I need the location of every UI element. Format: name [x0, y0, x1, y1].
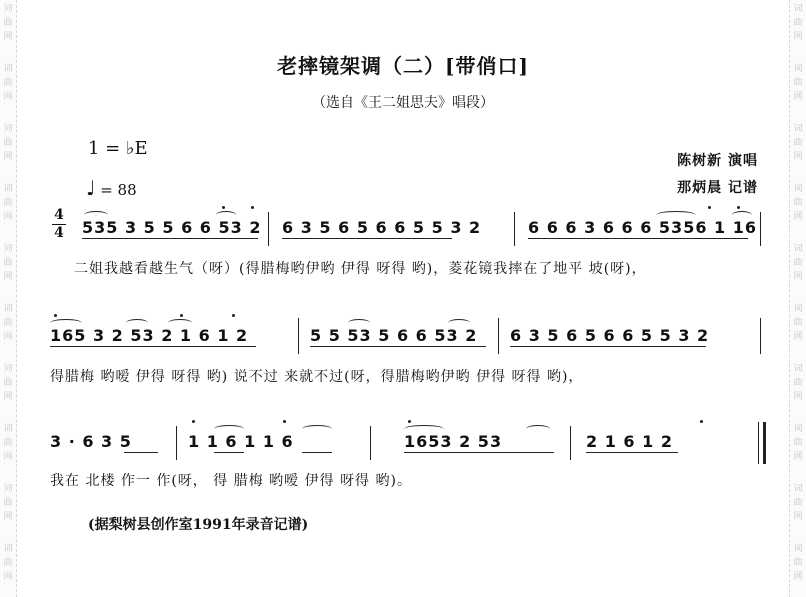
measure: 6 3 5 6 5 6 6 5 5 3 2 [510, 326, 710, 345]
watermark-char: 曲 [793, 378, 803, 388]
watermark-char: 网 [793, 452, 803, 462]
beam-underline [50, 346, 256, 347]
octave-dot [737, 206, 740, 209]
watermark-char: 曲 [793, 438, 803, 448]
octave-dot [700, 420, 703, 423]
watermark-char: 曲 [793, 138, 803, 148]
slur-mark [126, 319, 148, 327]
octave-dot [54, 314, 57, 317]
slur-mark [448, 319, 470, 327]
slur-mark [302, 425, 332, 433]
watermark-char: 曲 [3, 138, 13, 148]
time-signature-bottom: 4 [54, 225, 64, 241]
barline [760, 212, 761, 246]
measure: 6 6 6 3 6 6 6 5356 1 16 [528, 218, 757, 237]
octave-dot [232, 314, 235, 317]
barline [176, 426, 177, 460]
slur-mark [656, 211, 696, 219]
watermark-char: 曲 [3, 78, 13, 88]
watermark-char: 网 [793, 572, 803, 582]
watermark-char: 词 [793, 544, 803, 554]
watermark-char: 曲 [793, 198, 803, 208]
watermark-char: 网 [793, 512, 803, 522]
octave-dot [408, 420, 411, 423]
watermark-char: 网 [3, 152, 13, 162]
watermark-char: 网 [3, 512, 13, 522]
tempo-marking [86, 176, 137, 200]
lyric-line: 得腊梅 哟嗳 伊得 呀得 哟) 说不过 来就不过(呀，得腊梅哟伊哟 伊得 呀得 哟)， [50, 369, 584, 385]
watermark-char: 词 [793, 184, 803, 194]
lyric-line: 我在 北楼 作一 作(呀， 得 腊梅 哟嗳 伊得 呀得 哟)。 [50, 473, 412, 489]
song-subtitle: （选自《王二姐思夫》唱段） [312, 95, 494, 111]
beam-underline [124, 452, 158, 453]
barline [370, 426, 371, 460]
watermark-char: 网 [3, 332, 13, 342]
barline [570, 426, 571, 460]
key-signature: 1 = ♭E [88, 138, 148, 159]
barline [298, 318, 299, 354]
watermark-char: 词 [3, 364, 13, 374]
tempo-value: = 88 [100, 181, 137, 199]
measure: 1653 2 53 [404, 432, 503, 451]
watermark-char: 网 [3, 572, 13, 582]
watermark-char: 曲 [3, 18, 13, 28]
singer-credit: 陈树新 演唱 [677, 153, 758, 169]
watermark-char: 词 [3, 124, 13, 134]
watermark-char: 词 [793, 4, 803, 14]
watermark-char: 曲 [3, 438, 13, 448]
song-title: 老摔镜架调（二）[带俏口] [277, 54, 529, 78]
watermark-char: 词 [793, 244, 803, 254]
slur-mark [168, 319, 192, 327]
watermark-char: 网 [793, 272, 803, 282]
octave-dot [222, 206, 225, 209]
octave-dot [180, 314, 183, 317]
beam-underline [510, 346, 706, 347]
watermark-char: 网 [3, 392, 13, 402]
watermark-char: 网 [3, 32, 13, 42]
watermark-char: 词 [793, 424, 803, 434]
watermark-char: 曲 [3, 558, 13, 568]
watermark-char: 词 [3, 424, 13, 434]
slur-mark [214, 425, 244, 433]
slur-mark [50, 319, 82, 327]
right-watermark-strip [789, 0, 806, 597]
time-signature [52, 208, 66, 241]
watermark-char: 词 [3, 4, 13, 14]
watermark-char: 网 [793, 212, 803, 222]
beam-underline [82, 238, 258, 239]
measure: 2 1 6 1 2 [586, 432, 673, 451]
watermark-char: 曲 [793, 18, 803, 28]
barline [498, 318, 499, 354]
octave-dot [283, 420, 286, 423]
lyric-line: 二姐我越看越生气（呀）(得腊梅哟伊哟 伊得 呀得 哟)，菱花镜我摔在了地平 坡(呀)， [74, 261, 647, 277]
beam-underline [404, 452, 554, 453]
watermark-char: 曲 [793, 498, 803, 508]
slur-mark [732, 211, 752, 219]
watermark-char: 网 [3, 452, 13, 462]
watermark-char: 词 [3, 184, 13, 194]
measure: 535 3 5 5 6 6 53 2 [82, 218, 262, 237]
slur-mark [404, 425, 444, 433]
measure: 5 5 53 5 6 6 53 2 [310, 326, 478, 345]
octave-dot [192, 420, 195, 423]
watermark-char: 曲 [793, 558, 803, 568]
measure: 3 · 6 3 5 [50, 432, 132, 451]
left-watermark-strip [0, 0, 17, 597]
transcriber-credit: 那炳晨 记谱 [677, 180, 758, 196]
beam-underline [214, 452, 244, 453]
watermark-char: 网 [793, 392, 803, 402]
watermark-char: 曲 [3, 498, 13, 508]
slur-mark [216, 211, 236, 219]
watermark-char: 词 [793, 304, 803, 314]
slur-mark [84, 211, 108, 219]
source-note: (据梨树县创作室1991年录音记谱) [88, 517, 309, 533]
measure: 6 3 5 6 5 6 6 5 5 3 2 [282, 218, 482, 237]
watermark-char: 词 [793, 124, 803, 134]
watermark-char: 曲 [793, 258, 803, 268]
final-barline-thick [763, 422, 766, 464]
beam-underline [282, 238, 452, 239]
slur-mark [348, 319, 370, 327]
watermark-char: 词 [3, 244, 13, 254]
watermark-char: 曲 [3, 258, 13, 268]
watermark-char: 网 [793, 92, 803, 102]
octave-dot [708, 206, 711, 209]
watermark-char: 曲 [3, 378, 13, 388]
barline [760, 318, 761, 354]
octave-dot [251, 206, 254, 209]
watermark-char: 网 [3, 272, 13, 282]
time-signature-top: 4 [54, 207, 64, 223]
watermark-char: 网 [793, 32, 803, 42]
watermark-char: 曲 [793, 318, 803, 328]
watermark-char: 曲 [793, 78, 803, 88]
beam-underline [528, 238, 748, 239]
measure: 1 1 6 1 1 6 [188, 432, 294, 451]
watermark-char: 词 [3, 544, 13, 554]
watermark-char: 词 [3, 64, 13, 74]
watermark-char: 网 [3, 212, 13, 222]
watermark-char: 网 [793, 332, 803, 342]
watermark-char: 词 [793, 364, 803, 374]
watermark-char: 网 [3, 92, 13, 102]
barline [268, 212, 269, 246]
watermark-char: 词 [3, 484, 13, 494]
measure: 165 3 2 53 2 1 6 1 2 [50, 326, 249, 345]
barline [514, 212, 515, 246]
slur-mark [526, 425, 550, 433]
beam-underline [586, 452, 678, 453]
beam-underline [310, 346, 486, 347]
beam-underline [302, 452, 332, 453]
watermark-char: 词 [793, 64, 803, 74]
final-barline-thin [758, 422, 759, 464]
watermark-char: 曲 [3, 198, 13, 208]
watermark-char: 词 [3, 304, 13, 314]
watermark-char: 曲 [3, 318, 13, 328]
quarter-note-icon: ♩ [86, 176, 96, 200]
watermark-char: 网 [793, 152, 803, 162]
watermark-char: 词 [793, 484, 803, 494]
